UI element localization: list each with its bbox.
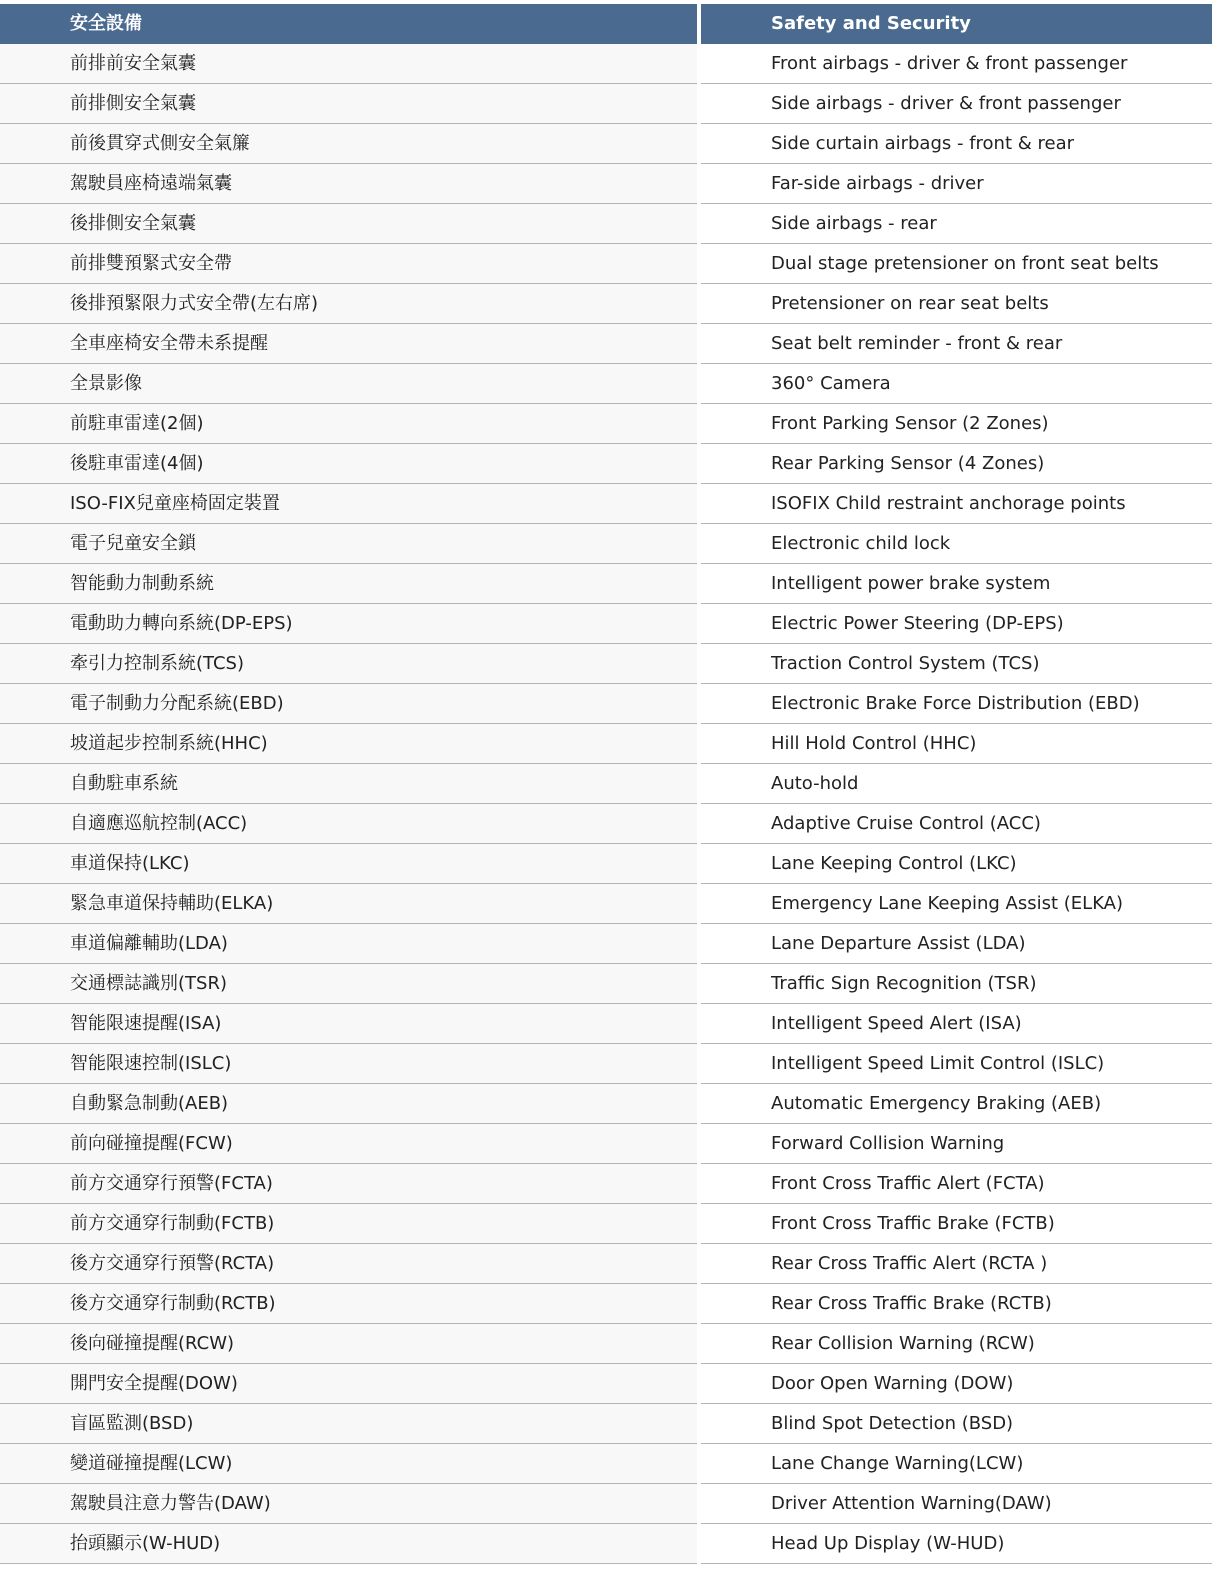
feature-chinese: 前排側安全氣囊	[0, 84, 697, 124]
feature-chinese: 前排前安全氣囊	[0, 44, 697, 84]
feature-english: Dual stage pretensioner on front seat belts	[701, 244, 1212, 284]
feature-english: Emergency Lane Keeping Assist (ELKA)	[701, 884, 1212, 924]
feature-english: Traction Control System (TCS)	[701, 644, 1212, 684]
table-row	[0, 804, 1212, 844]
feature-english: Side curtain airbags - front & rear	[701, 124, 1212, 164]
feature-english: Lane Departure Assist (LDA)	[701, 924, 1212, 964]
feature-chinese: 後方交通穿行預警(RCTA)	[0, 1244, 697, 1284]
feature-chinese: 車道偏離輔助(LDA)	[0, 924, 697, 964]
feature-chinese: 牽引力控制系統(TCS)	[0, 644, 697, 684]
feature-english: Far-side airbags - driver	[701, 164, 1212, 204]
feature-english: Hill Hold Control (HHC)	[701, 724, 1212, 764]
table-row	[0, 884, 1212, 924]
feature-chinese: 自適應巡航控制(ACC)	[0, 804, 697, 844]
feature-chinese: 開門安全提醒(DOW)	[0, 1364, 697, 1404]
feature-chinese: 後方交通穿行制動(RCTB)	[0, 1284, 697, 1324]
table-row	[0, 1284, 1212, 1324]
feature-english: Side airbags - rear	[701, 204, 1212, 244]
feature-chinese: 駕駛員注意力警告(DAW)	[0, 1484, 697, 1524]
table-row	[0, 84, 1212, 124]
feature-english: Rear Parking Sensor (4 Zones)	[701, 444, 1212, 484]
feature-english: Intelligent Speed Limit Control (ISLC)	[701, 1044, 1212, 1084]
table-row	[0, 1324, 1212, 1364]
table-row	[0, 764, 1212, 804]
feature-english: Electronic Brake Force Distribution (EBD)	[701, 684, 1212, 724]
table-row	[0, 1124, 1212, 1164]
feature-english: Rear Collision Warning (RCW)	[701, 1324, 1212, 1364]
feature-chinese: 坡道起步控制系統(HHC)	[0, 724, 697, 764]
feature-chinese: 智能限速控制(ISLC)	[0, 1044, 697, 1084]
feature-chinese: 電子制動力分配系統(EBD)	[0, 684, 697, 724]
table-row	[0, 1364, 1212, 1404]
feature-english: Front Cross Traffic Alert (FCTA)	[701, 1164, 1212, 1204]
feature-chinese: 全景影像	[0, 364, 697, 404]
table-row	[0, 1004, 1212, 1044]
feature-chinese: 前方交通穿行制動(FCTB)	[0, 1204, 697, 1244]
feature-english: Lane Keeping Control (LKC)	[701, 844, 1212, 884]
table-row	[0, 1044, 1212, 1084]
feature-english: Side airbags - driver & front passenger	[701, 84, 1212, 124]
feature-chinese: 智能限速提醒(ISA)	[0, 1004, 697, 1044]
feature-english: Door Open Warning (DOW)	[701, 1364, 1212, 1404]
feature-english: Driver Attention Warning(DAW)	[701, 1484, 1212, 1524]
table-row	[0, 924, 1212, 964]
feature-chinese: 抬頭顯示(W-HUD)	[0, 1524, 697, 1564]
table-row	[0, 844, 1212, 884]
feature-english: Electric Power Steering (DP-EPS)	[701, 604, 1212, 644]
feature-chinese: 前方交通穿行預警(FCTA)	[0, 1164, 697, 1204]
feature-english: Front airbags - driver & front passenger	[701, 44, 1212, 84]
feature-english: Head Up Display (W-HUD)	[701, 1524, 1212, 1564]
feature-chinese: 變道碰撞提醒(LCW)	[0, 1444, 697, 1484]
feature-english: ISOFIX Child restraint anchorage points	[701, 484, 1212, 524]
feature-chinese: 前駐車雷達(2個)	[0, 404, 697, 444]
feature-english: Traffic Sign Recognition (TSR)	[701, 964, 1212, 1004]
feature-chinese: 前向碰撞提醒(FCW)	[0, 1124, 697, 1164]
feature-english: Forward Collision Warning	[701, 1124, 1212, 1164]
table-row	[0, 524, 1212, 564]
header-english: Safety and Security	[701, 4, 1212, 44]
feature-english: Adaptive Cruise Control (ACC)	[701, 804, 1212, 844]
table-row	[0, 1204, 1212, 1244]
table-row	[0, 364, 1212, 404]
table-row	[0, 564, 1212, 604]
feature-chinese: 自動駐車系統	[0, 764, 697, 804]
feature-english: Electronic child lock	[701, 524, 1212, 564]
table-row	[0, 484, 1212, 524]
feature-english: Blind Spot Detection (BSD)	[701, 1404, 1212, 1444]
safety-features-table	[0, 4, 1212, 1564]
feature-english: Rear Cross Traffic Alert (RCTA )	[701, 1244, 1212, 1284]
table-row	[0, 1084, 1212, 1124]
feature-chinese: 盲區監測(BSD)	[0, 1404, 697, 1444]
feature-english: Intelligent Speed Alert (ISA)	[701, 1004, 1212, 1044]
table-row	[0, 1524, 1212, 1564]
feature-english: Pretensioner on rear seat belts	[701, 284, 1212, 324]
table-row	[0, 44, 1212, 84]
table-row	[0, 164, 1212, 204]
feature-chinese: 駕駛員座椅遠端氣囊	[0, 164, 697, 204]
feature-chinese: 前排雙預緊式安全帶	[0, 244, 697, 284]
feature-english: Auto-hold	[701, 764, 1212, 804]
feature-chinese: 智能動力制動系統	[0, 564, 697, 604]
table-row	[0, 284, 1212, 324]
table-row	[0, 404, 1212, 444]
table-row	[0, 1164, 1212, 1204]
table-row	[0, 724, 1212, 764]
table-row	[0, 1444, 1212, 1484]
table-row	[0, 1484, 1212, 1524]
table-row	[0, 964, 1212, 1004]
feature-chinese: 緊急車道保持輔助(ELKA)	[0, 884, 697, 924]
feature-english: Seat belt reminder - front & rear	[701, 324, 1212, 364]
feature-chinese: 後排預緊限力式安全帶(左右席)	[0, 284, 697, 324]
feature-chinese: 後排側安全氣囊	[0, 204, 697, 244]
feature-chinese: 自動緊急制動(AEB)	[0, 1084, 697, 1124]
table-row	[0, 684, 1212, 724]
feature-english: 360° Camera	[701, 364, 1212, 404]
table-row	[0, 124, 1212, 164]
table-row	[0, 1244, 1212, 1284]
feature-chinese: 車道保持(LKC)	[0, 844, 697, 884]
feature-chinese: 電動助力轉向系統(DP-EPS)	[0, 604, 697, 644]
feature-chinese: 後向碰撞提醒(RCW)	[0, 1324, 697, 1364]
feature-english: Lane Change Warning(LCW)	[701, 1444, 1212, 1484]
header-chinese: 安全設備	[0, 4, 697, 44]
feature-english: Front Parking Sensor (2 Zones)	[701, 404, 1212, 444]
feature-english: Rear Cross Traffic Brake (RCTB)	[701, 1284, 1212, 1324]
feature-chinese: 電子兒童安全鎖	[0, 524, 697, 564]
feature-chinese: 交通標誌識別(TSR)	[0, 964, 697, 1004]
feature-chinese: 全車座椅安全帶未系提醒	[0, 324, 697, 364]
table-row	[0, 444, 1212, 484]
table-row	[0, 644, 1212, 684]
table-row	[0, 324, 1212, 364]
feature-chinese: ISO-FIX兒童座椅固定裝置	[0, 484, 697, 524]
table-row	[0, 1404, 1212, 1444]
table-row	[0, 604, 1212, 644]
table-row	[0, 204, 1212, 244]
feature-english: Intelligent power brake system	[701, 564, 1212, 604]
table-header	[0, 4, 1212, 44]
feature-english: Front Cross Traffic Brake (FCTB)	[701, 1204, 1212, 1244]
table-row	[0, 244, 1212, 284]
feature-chinese: 後駐車雷達(4個)	[0, 444, 697, 484]
feature-english: Automatic Emergency Braking (AEB)	[701, 1084, 1212, 1124]
feature-chinese: 前後貫穿式側安全氣簾	[0, 124, 697, 164]
